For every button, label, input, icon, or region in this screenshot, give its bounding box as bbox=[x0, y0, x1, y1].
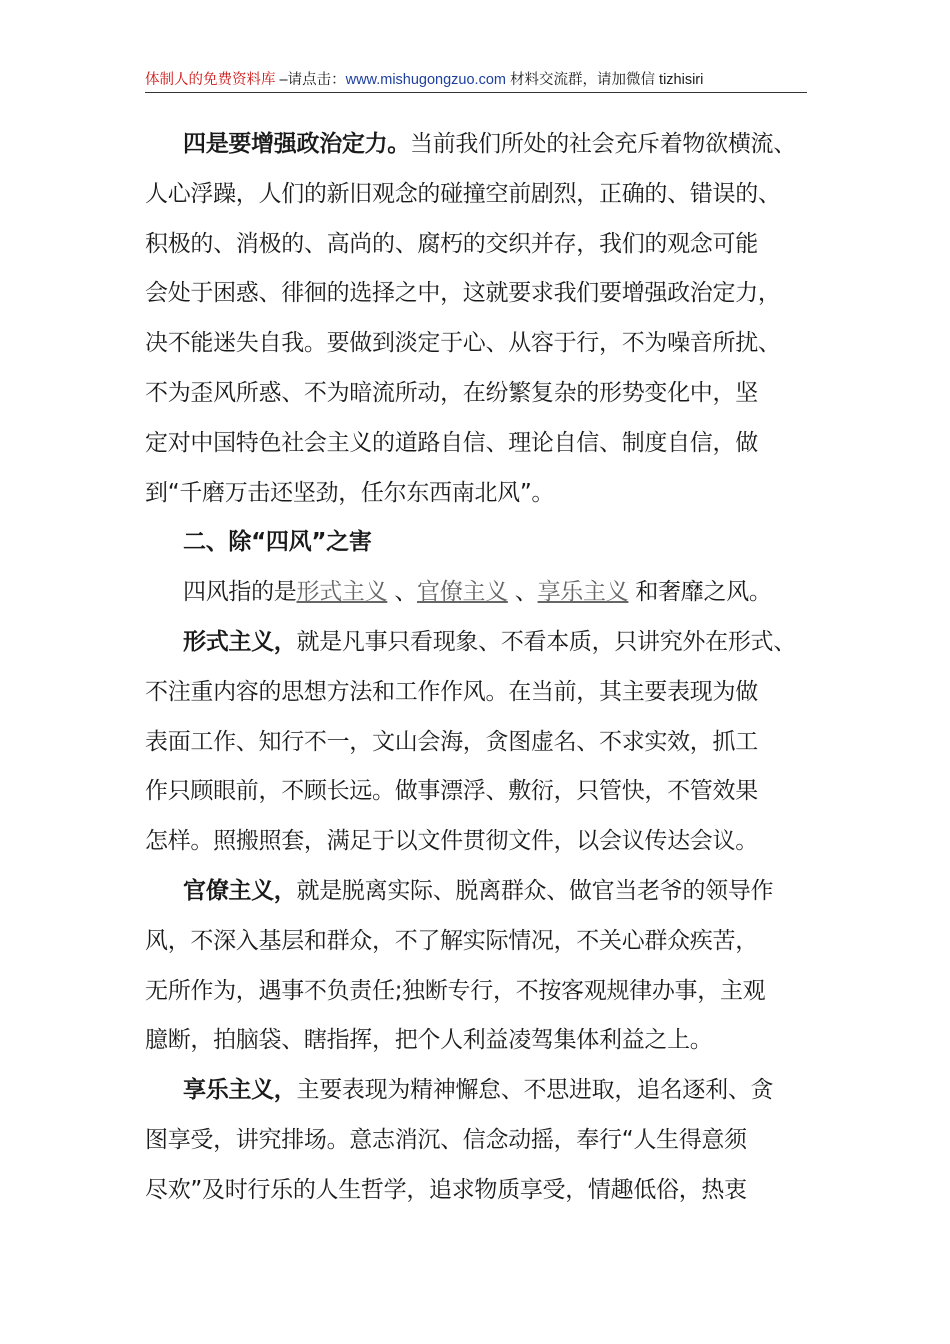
paragraph-formalism: 形式主义，就是凡事只看现象、不看本质，只讲究外在形式、 不注重内容的思想方法和工作作风。在当前，其主要表现为做 表面工作、知行不一，文山会海，贪图虚名、不求实效，抓工 作只顾眼前，不顾长远。做事漂浮、敷衍，只管快，不管效果 怎样。照搬照套，满足于以文件贯彻文件，以会议传达会议。 bbox=[145, 628, 796, 855]
header-brand: 体制人的免费资料库 bbox=[145, 72, 276, 88]
paragraph-intro: 四风指的是形式主义 、官僚主义 、享乐主义 和奢靡之风。 bbox=[183, 579, 772, 606]
link-bureaucratism[interactable]: 官僚主义 bbox=[417, 579, 508, 606]
header-site-link[interactable]: www.mishugongzuo.com bbox=[345, 72, 506, 88]
paragraph-lead: 官僚主义， bbox=[183, 877, 297, 904]
paragraph-hedonism: 享乐主义，主要表现为精神懈怠、不思进取，追名逐利、贪 图享受，讲究排场。意志消沉、信念动摇，奉行“人生得意须 尽欢”及时行乐的人生哲学，追求物质享受，情趣低俗，热衷 bbox=[145, 1077, 774, 1203]
section-heading: 二、除“四风”之害 bbox=[183, 529, 372, 556]
link-formalism[interactable]: 形式主义 bbox=[296, 579, 388, 606]
link-hedonism[interactable]: 享乐主义 bbox=[537, 579, 629, 606]
paragraph-political-resolve: 四是要增强政治定力。当前我们所处的社会充斥着物欲横流、 人心浮躁，人们的新旧观念的碰撞空前剧烈，正确的、错误的、 积极的、消极的、高尚的、腐朽的交织并存，我们的观念可能 会处于困惑、徘徊的选择之中，这就要求我们要增强政治定力， 决不能迷失自我。要做到淡定于心、从容于行，不为噪音所扰、 不为歪风所惑、不为暗流所动，在纷繁复杂的形势变化中，坚 定对中国特色社会主义的道路自信、理论自信、制度自信，做 到“千磨万击还坚劲，任尔东西南北风”。 bbox=[145, 131, 796, 506]
paragraph-bureaucratism: 官僚主义，就是脱离实际、脱离群众、做官当老爷的领导作 风，不深入基层和群众，不了解实际情况，不关心群众疾苦， 无所作为，遇事不负责任;独断专行，不按客观规律办事，主观 臆断，拍脑袋、瞎指挥，把个人利益凌驾集体利益之上。 bbox=[145, 877, 774, 1054]
paragraph-lead: 享乐主义， bbox=[183, 1077, 297, 1104]
header-prompt: –请点击： bbox=[275, 72, 346, 88]
document-body bbox=[145, 120, 825, 1216]
header-wechat: 材料交流群，请加微信 tizhisiri bbox=[505, 72, 704, 88]
paragraph-lead: 四是要增强政治定力。 bbox=[183, 131, 411, 157]
paragraph-lead: 形式主义， bbox=[183, 628, 297, 655]
page-header bbox=[145, 70, 807, 93]
